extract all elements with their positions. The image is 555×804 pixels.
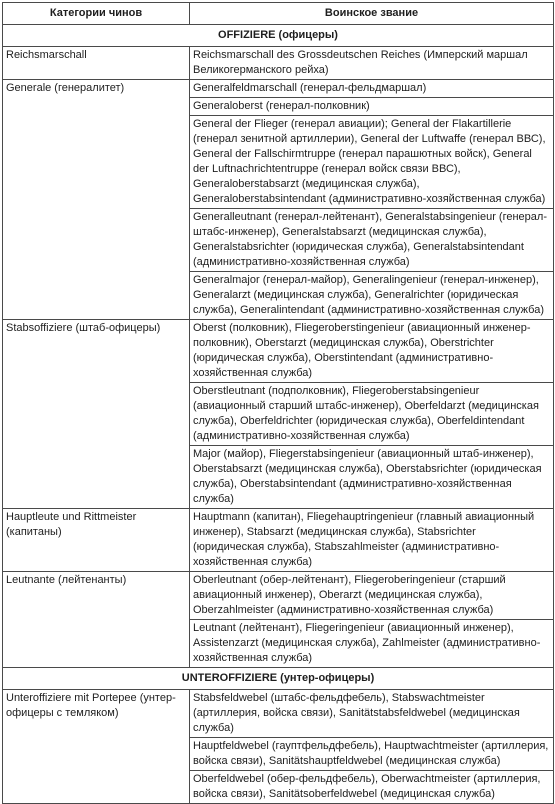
table-row <box>3 771 554 804</box>
rank-cell: Stabsfeldwebel (штабс-фельдфебель), Stabswachtmeister (артиллерия, войска связи), Sanitätstabsfeldwebel (медицинская служба) <box>190 690 554 738</box>
rank-cell: Leutnant (лейтенант), Fliegeringenieur (авиационный инженер), Assistenzarzt (медицинская служба), Zahlmeister (административно-хозяйственная служба) <box>190 620 554 668</box>
category-cell: Unteroffiziere mit Portepee (унтер-офицеры с темляком) <box>3 690 190 738</box>
rank-cell: Reichsmarschall des Grossdeutschen Reiches (Имперский маршал Великогерманского рейха) <box>190 47 554 80</box>
category-cell-empty <box>3 771 190 804</box>
table-row <box>3 98 554 116</box>
table-row <box>3 80 554 98</box>
category-cell-empty <box>3 446 190 509</box>
section-title-nco: UNTEROFFIZIERE (унтер-офицеры) <box>3 668 554 690</box>
header-rank: Воинское звание <box>190 3 554 25</box>
table-row <box>3 47 554 80</box>
table-row <box>3 509 554 572</box>
category-cell-empty <box>3 620 190 668</box>
category-cell-empty <box>3 98 190 116</box>
table-row <box>3 738 554 771</box>
category-cell-empty <box>3 383 190 446</box>
category-cell-empty <box>3 209 190 272</box>
table-row <box>3 690 554 738</box>
rank-cell: Oberstleutnant (подполковник), Fliegeroberstabsingenieur (авиационный старший штабс-инженер), Oberfeldarzt (медицинская служба), Oberfeldrichter (юридическая служба), Oberfeldintendant (административно-хозяйственная служба) <box>190 383 554 446</box>
rank-cell: Hauptmann (капитан), Fliegehauptringenieur (главный авиационный инженер), Stabsarzt (медицинская служба), Stabsrichter (юридическая служба), Stabszahlmeister (административно-хозяйственная служба) <box>190 509 554 572</box>
category-cell: Hauptleute und Rittmeister (капитаны) <box>3 509 190 572</box>
category-cell: Stabsoffiziere (штаб-офицеры) <box>3 320 190 383</box>
table-row <box>3 620 554 668</box>
category-cell: Reichsmarschall <box>3 47 190 80</box>
rank-cell: Major (майор), Fliegerstabsingenieur (авиационный штаб-инженер), Oberstabsarzt (медицинская служба), Oberstabsrichter (юридическая служба), Oberstabsintendant (административно-хозяйственная служба) <box>190 446 554 509</box>
rank-cell: Oberst (полковник), Fliegeroberstingenieur (авиационный инженер-полковник), Oberstarzt (медицинская служба), Oberstrichter (юридическая служба), Oberstintendant (административно-хозяйственная служба) <box>190 320 554 383</box>
rank-cell: Oberleutnant (обер-лейтенант), Fliegeroberingenieur (старший авиационный инженер), Oberarzt (медицинская служба), Oberzahlmeister (административно-хозяйственная служба) <box>190 572 554 620</box>
table-row <box>3 320 554 383</box>
table-row <box>3 383 554 446</box>
category-cell: Generale (генералитет) <box>3 80 190 98</box>
table-row <box>3 572 554 620</box>
category-cell-empty <box>3 272 190 320</box>
table-row <box>3 209 554 272</box>
rank-cell: Generalfeldmarschall (генерал-фельдмаршал) <box>190 80 554 98</box>
category-cell: Leutnante (лейтенанты) <box>3 572 190 620</box>
rank-cell: Hauptfeldwebel (гауптфельдфебель), Hauptwachtmeister (артиллерия, войска связи), Sanitätshauptfeldwebel (медицинская служба) <box>190 738 554 771</box>
section-row <box>3 25 554 47</box>
section-title-officers: OFFIZIERE (офицеры) <box>3 25 554 47</box>
table-row <box>3 272 554 320</box>
category-cell-empty <box>3 738 190 771</box>
table-row <box>3 116 554 209</box>
header-category: Категории чинов <box>3 3 190 25</box>
header-row <box>3 3 554 25</box>
ranks-table <box>2 2 554 804</box>
rank-cell: Generalmajor (генерал-майор), Generalingenieur (генерал-инженер), Generalarzt (медицинская служба), Generalrichter (юридическая служба), Generalintendant (административно-хозяйственная служба) <box>190 272 554 320</box>
rank-cell: Oberfeldwebel (обер-фельдфебель), Oberwachtmeister (артиллерия, войска связи), Sanitätsoberfeldwebel (медицинская служба) <box>190 771 554 804</box>
rank-cell: General der Flieger (генерал авиации); General der Flakartillerie (генерал зенитной артиллерии), General der Luftwaffe (генерал ВВС), General der Fallschirmtruppe (генерал парашютных войск), General der Luftnachrichtentruppe (генерал войск связи ВВС), Generaloberstabsarzt (медицинская служба), Generaloberstabsintendant (административно-хозяйственная служба) <box>190 116 554 209</box>
category-cell-empty <box>3 116 190 209</box>
rank-cell: Generalleutnant (генерал-лейтенант), Generalstabsingenieur (генерал-штабс-инженер), Generalstabsarzt (медицинская служба), Generalstabsrichter (юридическая служба), Generalstabsintendant (административно-хозяйственная служба) <box>190 209 554 272</box>
table-row <box>3 446 554 509</box>
section-row <box>3 668 554 690</box>
rank-cell: Generaloberst (генерал-полковник) <box>190 98 554 116</box>
